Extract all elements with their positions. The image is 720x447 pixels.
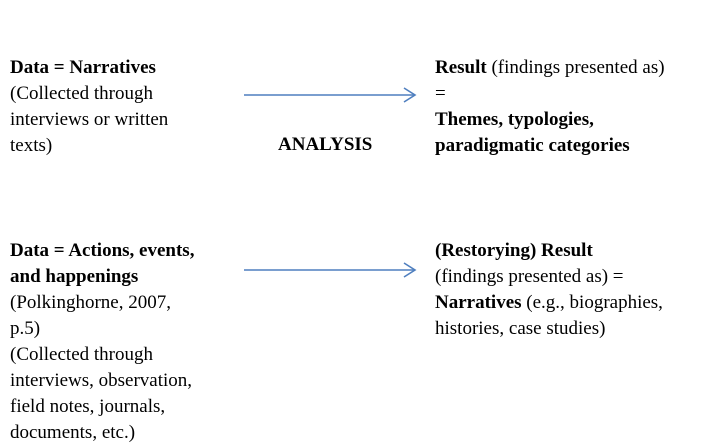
actions-line-4: interviews, observation, [10,370,193,391]
result-themes-block [435,55,665,159]
restorying-line-4: histories, case studies) [435,318,606,339]
narratives-heading: Data = Narratives [10,57,156,78]
narratives-line-1: (Collected through [10,83,153,104]
restorying-result-block [435,238,663,342]
narratives-line-2: interviews or written [10,109,169,130]
restorying-line-3-rest: (e.g., biographies, [521,292,663,313]
actions-line-2: p.5) [10,318,41,339]
restorying-arrow-bottom [240,258,420,282]
result-themes-line-2: paradigmatic categories [435,135,630,156]
result-themes-line-1: Themes, typologies, [435,109,594,130]
result-equals: = [435,83,446,104]
result-heading-rest: (findings presented as) [486,57,665,78]
restorying-heading: (Restorying) Result [435,240,593,261]
restorying-line-3 [435,290,663,316]
analysis-arrow-top [240,83,420,107]
result-heading-bold: Result [435,57,487,78]
restorying-line-2: (findings presented as) = [435,266,624,287]
narratives-data-block [10,55,168,159]
actions-line-3: (Collected through [10,344,153,365]
actions-heading-line-2: and happenings [10,266,139,287]
actions-line-1: (Polkinghorne, 2007, [10,292,171,313]
restorying-narratives-bold: Narratives [435,292,522,313]
actions-heading-line-1: Data = Actions, events, [10,240,195,261]
result-heading-line [435,55,665,81]
actions-line-6: documents, etc.) [10,422,136,443]
narratives-line-3: texts) [10,135,53,156]
analysis-label: ANALYSIS [278,134,373,155]
actions-line-5: field notes, journals, [10,396,166,417]
actions-data-block [10,238,194,446]
